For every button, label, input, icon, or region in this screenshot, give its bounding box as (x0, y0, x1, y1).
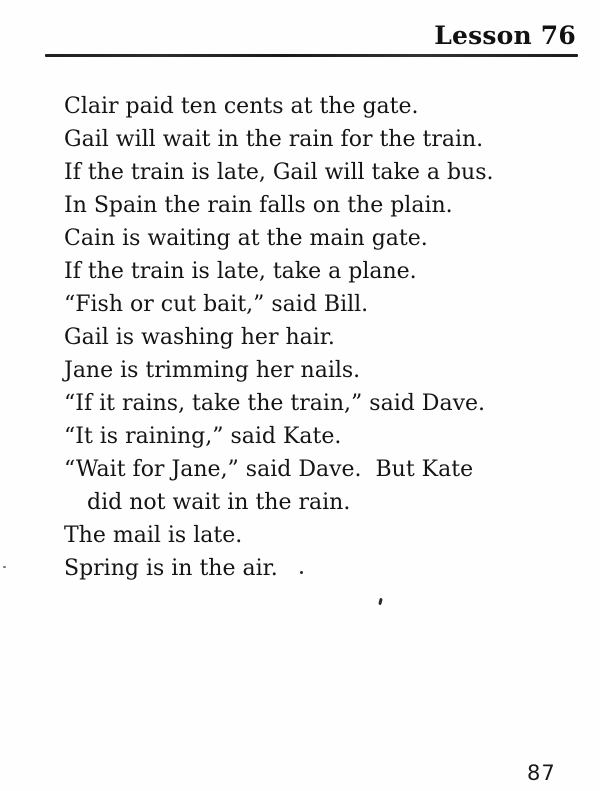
text-line: Cain is waiting at the main gate. (64, 226, 428, 251)
text-line: If the train is late, Gail will take a bus. (64, 160, 494, 185)
text-line: If the train is late, take a plane. (64, 259, 417, 284)
text-line: “If it rains, take the train,” said Dave. (64, 391, 486, 416)
text-line: “Fish or cut bait,” said Bill. (64, 292, 369, 317)
text-line: Gail is washing her hair. (64, 325, 335, 350)
text-line-continuation: did not wait in the rain. (87, 490, 351, 515)
text-line: In Spain the rain falls on the plain. (64, 193, 453, 218)
text-line: Spring is in the air. (64, 556, 278, 581)
scan-speck (378, 598, 383, 606)
reading-text-block (64, 90, 586, 585)
header-rule (45, 54, 578, 57)
text-line: “It is raining,” said Kate. (64, 424, 342, 449)
text-line: “Wait for Jane,” said Dave. But Kate (64, 457, 474, 482)
lesson-title: Lesson 76 (434, 21, 576, 50)
text-line: Gail will wait in the rain for the train. (64, 127, 484, 152)
text-line: The mail is late. (64, 523, 243, 548)
text-line: Clair paid ten cents at the gate. (64, 94, 419, 119)
page-number: 87 (527, 761, 556, 785)
scan-speck (3, 566, 6, 568)
text-line: Jane is trimming her nails. (64, 358, 361, 383)
scan-speck (300, 571, 303, 574)
